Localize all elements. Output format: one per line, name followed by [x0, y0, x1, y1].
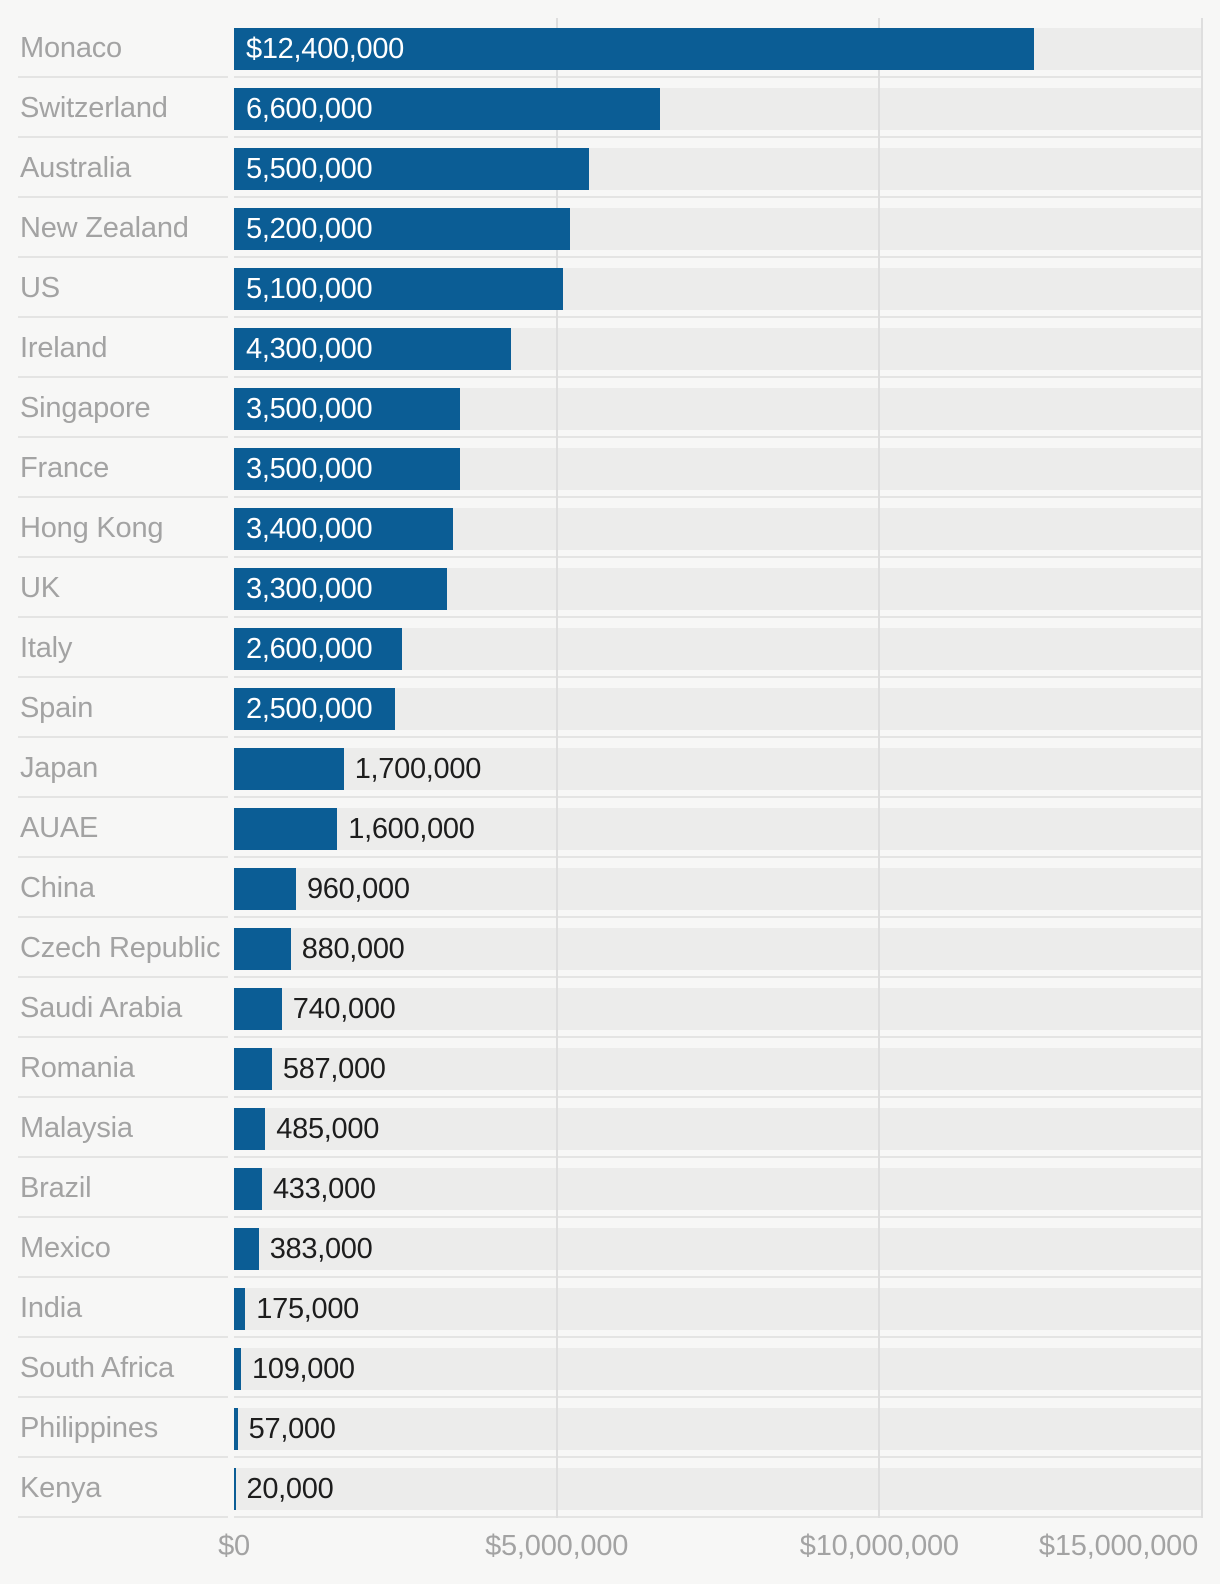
value-label: 587,000 — [282, 1053, 386, 1085]
chart-row — [0, 1098, 1220, 1158]
value-bar — [234, 928, 291, 970]
value-label: 109,000 — [252, 1353, 355, 1385]
value-label: 5,200,000 — [246, 213, 373, 245]
country-label: Singapore — [20, 392, 151, 424]
country-label: Hong Kong — [20, 512, 164, 544]
chart-row — [0, 318, 1220, 378]
chart-row — [0, 198, 1220, 258]
value-label: 57,000 — [248, 1413, 336, 1445]
value-bar — [234, 1288, 245, 1330]
row-separator — [234, 1516, 1202, 1518]
value-bar — [234, 808, 337, 850]
x-axis-tick-label: $10,000,000 — [799, 1530, 959, 1562]
country-label: India — [20, 1292, 82, 1324]
country-label: US — [20, 272, 60, 304]
chart-row — [0, 1218, 1220, 1278]
value-bar — [234, 1468, 236, 1510]
value-label: 3,500,000 — [246, 453, 373, 485]
value-label: 2,500,000 — [246, 693, 373, 725]
bar-track — [234, 28, 1202, 70]
value-bar — [234, 1108, 265, 1150]
bar-track — [234, 1468, 1202, 1510]
bar-track — [234, 928, 1202, 970]
country-label: Switzerland — [20, 92, 168, 124]
bar-track — [234, 988, 1202, 1030]
bar-track — [234, 1168, 1202, 1210]
chart-row — [0, 978, 1220, 1038]
value-bar — [234, 1348, 241, 1390]
bar-track — [234, 1288, 1202, 1330]
country-label: Brazil — [20, 1172, 92, 1204]
bar-track — [234, 1048, 1202, 1090]
chart-row — [0, 618, 1220, 678]
country-label: Australia — [20, 152, 132, 184]
chart-row — [0, 1038, 1220, 1098]
chart-row — [0, 378, 1220, 438]
value-label: 5,500,000 — [246, 153, 373, 185]
bar-track — [234, 868, 1202, 910]
country-label: France — [20, 452, 110, 484]
value-bar — [234, 1408, 238, 1450]
chart-row — [0, 858, 1220, 918]
bar-track — [234, 688, 1202, 730]
bar-track — [234, 88, 1202, 130]
x-gridline — [1201, 18, 1203, 1518]
bar-track — [234, 1108, 1202, 1150]
country-label: UK — [20, 572, 60, 604]
value-label: 20,000 — [246, 1473, 334, 1505]
chart-row — [0, 258, 1220, 318]
bar-track — [234, 268, 1202, 310]
chart-row — [0, 18, 1220, 78]
value-label: 1,600,000 — [348, 813, 475, 845]
value-label: 3,300,000 — [246, 573, 373, 605]
country-label: New Zealand — [20, 212, 189, 244]
value-label: 4,300,000 — [246, 333, 373, 365]
country-label: AUAE — [20, 812, 99, 844]
chart-row — [0, 1278, 1220, 1338]
chart-row — [0, 138, 1220, 198]
value-label: 1,700,000 — [354, 753, 482, 785]
bar-track — [234, 1408, 1202, 1450]
country-label: Ireland — [20, 332, 108, 364]
value-label: 960,000 — [306, 873, 410, 905]
value-bar — [234, 1168, 262, 1210]
value-label: 383,000 — [269, 1233, 373, 1265]
chart-row — [0, 78, 1220, 138]
chart-row — [0, 1158, 1220, 1218]
value-label: 2,600,000 — [246, 633, 373, 665]
bar-track — [234, 448, 1202, 490]
bar-track — [234, 208, 1202, 250]
value-label: 433,000 — [272, 1173, 376, 1205]
country-label: Philippines — [20, 1412, 159, 1444]
country-label: China — [20, 872, 95, 904]
value-label: 6,600,000 — [246, 93, 373, 125]
value-label: 3,500,000 — [246, 393, 373, 425]
country-label: Monaco — [20, 32, 122, 64]
bar-track — [234, 1348, 1202, 1390]
bar-track — [234, 148, 1202, 190]
value-bar — [234, 1228, 259, 1270]
value-label: 3,400,000 — [246, 513, 373, 545]
bar-track — [234, 748, 1202, 790]
value-bar — [234, 748, 344, 790]
bar-track — [234, 328, 1202, 370]
country-label: Saudi Arabia — [20, 992, 183, 1024]
chart-row — [0, 678, 1220, 738]
bar-track — [234, 628, 1202, 670]
chart-row — [0, 1398, 1220, 1458]
country-label: Spain — [20, 692, 94, 724]
bar-track — [234, 388, 1202, 430]
chart-row — [0, 1458, 1220, 1518]
chart-row — [0, 1338, 1220, 1398]
value-label: 485,000 — [276, 1113, 380, 1145]
value-label: 880,000 — [301, 933, 405, 965]
bar-track — [234, 568, 1202, 610]
value-bar — [234, 868, 296, 910]
chart-row — [0, 798, 1220, 858]
value-label: $12,400,000 — [246, 33, 404, 65]
country-label: Malaysia — [20, 1112, 133, 1144]
bar-track — [234, 1228, 1202, 1270]
country-label: Japan — [20, 752, 99, 784]
value-bar — [234, 1048, 272, 1090]
bar-track — [234, 508, 1202, 550]
country-label: South Africa — [20, 1352, 174, 1384]
value-bar — [234, 988, 282, 1030]
value-label: 5,100,000 — [246, 273, 373, 305]
x-axis-tick-label: $5,000,000 — [485, 1530, 629, 1562]
country-label: Mexico — [20, 1232, 111, 1264]
country-label: Italy — [20, 632, 73, 664]
country-label: Romania — [20, 1052, 135, 1084]
chart-row — [0, 558, 1220, 618]
x-axis-tick-label: $0 — [218, 1530, 250, 1562]
x-gridline — [878, 18, 880, 1518]
value-label: 175,000 — [256, 1293, 360, 1325]
x-axis-tick-label: $15,000,000 — [1038, 1530, 1198, 1562]
chart-row — [0, 438, 1220, 498]
chart-row — [0, 738, 1220, 798]
bar-track — [234, 808, 1202, 850]
chart-row — [0, 918, 1220, 978]
value-label: 740,000 — [292, 993, 396, 1025]
country-label: Czech Republic — [20, 932, 221, 964]
chart-row — [0, 498, 1220, 558]
country-label: Kenya — [20, 1472, 102, 1504]
